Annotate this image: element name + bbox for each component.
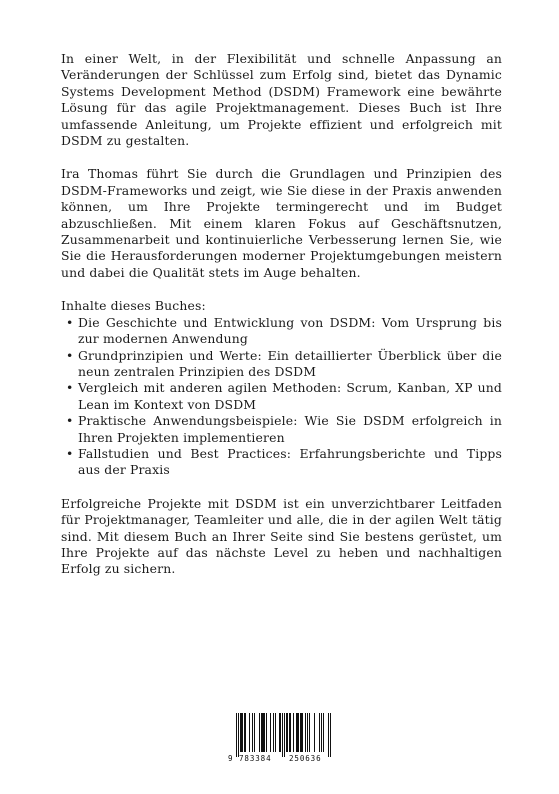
intro-paragraph: In einer Welt, in der Flexibilität und schnelle Anpassung an Veränderungen der Schlüssel zum Erfolg sind, bietet das Dynamic Systems Development Method (DSDM) Framework eine bewährte Lösung für das agile Projektmanagement. Dieses Buch ist Ihre umfassende Anleitung, um Projekte effizient und erfolgreich mit DSDM zu gestalten. bbox=[61, 51, 502, 149]
barcode-bar bbox=[275, 713, 276, 752]
barcode-bar bbox=[279, 713, 280, 752]
contents-heading: Inhalte dieses Buches: bbox=[61, 298, 206, 314]
barcode-bar bbox=[263, 713, 264, 752]
bullet-icon: • bbox=[66, 413, 74, 429]
list-item bbox=[61, 413, 502, 446]
barcode-bar bbox=[241, 713, 242, 752]
list-item bbox=[61, 380, 502, 413]
list-item bbox=[61, 315, 502, 348]
barcode-bar bbox=[284, 713, 285, 757]
barcode-bar bbox=[236, 713, 237, 757]
barcode-left-group: 783384 bbox=[239, 754, 272, 763]
barcode-bar bbox=[280, 713, 281, 752]
list-item-text: Praktische Anwendungsbeispiele: Wie Sie DSDM erfolgreich in Ihren Projekten implementieren bbox=[78, 413, 502, 445]
barcode-bar bbox=[287, 713, 288, 752]
closing-paragraph: Erfolgreiche Projekte mit DSDM ist ein unverzichtbarer Leitfaden für Projektmanager, Teamleiter und alle, die in der agilen Welt tätig sind. Mit diesem Buch an Ihrer Seite sind Sie bestens gerüstet, um Ihre Projekte auf das nächste Level zu heben und nachhaltigen Erfolg zu sichern. bbox=[61, 495, 502, 577]
barcode-bar bbox=[266, 713, 267, 752]
list-item-text: Die Geschichte und Entwicklung von DSDM: Vom Ursprung bis zur modernen Anwendung bbox=[78, 314, 502, 347]
barcode-bar bbox=[259, 713, 260, 752]
back-cover-text bbox=[61, 51, 502, 578]
barcode-bar bbox=[309, 713, 310, 752]
barcode-bar bbox=[249, 713, 250, 752]
barcode-bar bbox=[244, 713, 245, 752]
barcode-bar bbox=[293, 713, 294, 752]
bullet-icon: • bbox=[66, 380, 74, 396]
barcode-bar bbox=[245, 713, 246, 752]
barcode-bar bbox=[330, 713, 331, 757]
list-item-text: Vergleich mit anderen agilen Methoden: Scrum, Kanban, XP und Lean im Kontext von DSDM bbox=[78, 380, 502, 412]
list-item bbox=[61, 446, 502, 479]
barcode-bar bbox=[298, 713, 299, 752]
barcode-bar bbox=[297, 713, 298, 752]
isbn-barcode bbox=[228, 713, 340, 765]
barcode-bar bbox=[238, 713, 239, 757]
barcode-bar bbox=[270, 713, 271, 752]
barcode-bar bbox=[314, 713, 315, 752]
author-paragraph: Ira Thomas führt Sie durch die Grundlagen und Prinzipien des DSDM-Frameworks und zeigt, wie Sie diese in der Praxis anwenden können, um Ihre Projekte termingerecht und im Budget abzuschließen. Mit einem klaren Fokus auf Geschäftsnutzen, Zusammenarbeit und kontinuierliche Verbesserung lernen Sie, wie Sie die Herausforderungen moderner Projektumgebungen meistern und dabei die Qualität stets im Auge behalten. bbox=[61, 166, 502, 280]
barcode-bar bbox=[301, 713, 302, 752]
contents-list bbox=[61, 315, 502, 479]
barcode-bar bbox=[323, 713, 324, 752]
barcode-bar bbox=[328, 713, 329, 757]
barcode-bar bbox=[286, 713, 287, 752]
barcode-bars bbox=[228, 713, 340, 757]
barcode-bar bbox=[289, 713, 290, 752]
barcode-bar bbox=[254, 713, 255, 752]
barcode-bar bbox=[264, 713, 265, 752]
barcode-first-digit: 9 bbox=[228, 754, 233, 763]
barcode-bar bbox=[261, 713, 262, 752]
barcode-bar bbox=[282, 713, 283, 757]
barcode-bar bbox=[240, 713, 241, 752]
barcode-bar bbox=[273, 713, 274, 752]
barcode-bar bbox=[262, 713, 263, 752]
list-item-text: Fallstudien und Best Practices: Erfahrungsberichte und Tipps aus der Praxis bbox=[78, 445, 502, 478]
barcode-bar bbox=[321, 713, 322, 752]
list-item bbox=[61, 348, 502, 381]
barcode-bar bbox=[296, 713, 297, 752]
barcode-bar bbox=[302, 713, 303, 752]
barcode-right-group: 250636 bbox=[289, 754, 322, 763]
barcode-bar bbox=[252, 713, 253, 752]
bullet-icon: • bbox=[66, 347, 74, 363]
barcode-bar bbox=[242, 713, 243, 752]
bullet-icon: • bbox=[66, 445, 74, 461]
barcode-digits bbox=[228, 753, 340, 765]
barcode-bar bbox=[305, 713, 306, 752]
barcode-bar bbox=[319, 713, 320, 752]
barcode-bar bbox=[290, 713, 291, 752]
barcode-bar bbox=[300, 713, 301, 752]
barcode-bar bbox=[307, 713, 308, 752]
bullet-icon: • bbox=[66, 314, 74, 330]
list-item-text: Grundprinzipien und Werte: Ein detaillierter Überblick über die neun zentralen Prinzipien des DSDM bbox=[78, 347, 502, 379]
